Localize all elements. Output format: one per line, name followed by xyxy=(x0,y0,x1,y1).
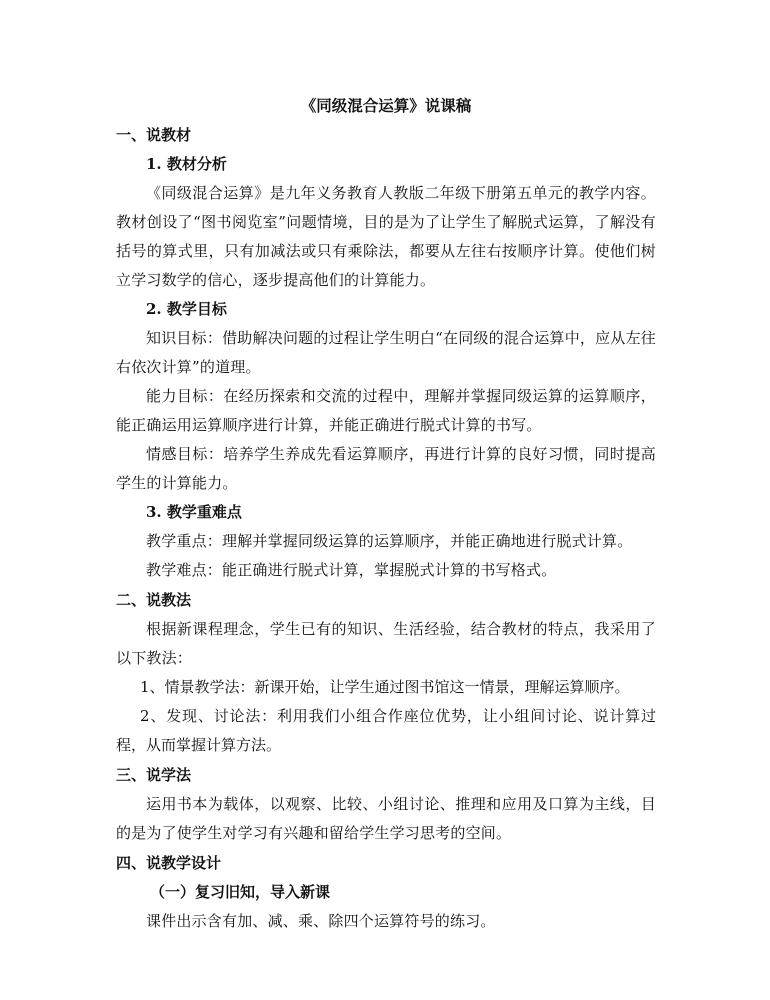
section-heading-teaching-design: 四、说教学设计 xyxy=(116,854,222,872)
list-item-discussion-method: 2、发现、讨论法：利用我们小组合作座位优势，让小组间讨论、说计算过程，从而掌握计算方法。 xyxy=(116,707,656,754)
paragraph-knowledge-goal: 知识目标：借助解决问题的过程让学生明白“在同级的混合运算中，应从左往右依次计算”的道理。 xyxy=(116,329,656,376)
paragraph-ability-goal: 能力目标：在经历探索和交流的过程中，理解并掌握同级运算的运算顺序，能正确运用运算顺序进行计算，并能正确进行脱式计算的书写。 xyxy=(116,387,656,434)
paragraph-difficult-point: 教学难点：能正确进行脱式计算，掌握脱式计算的书写格式。 xyxy=(146,561,557,579)
paragraph-key-point: 教学重点：理解并掌握同级运算的运算顺序，并能正确地进行脱式计算。 xyxy=(146,532,633,550)
section-heading-teaching-method: 二、说教法 xyxy=(116,591,192,609)
subheading-teaching-goals: 2. 教学目标 xyxy=(146,300,227,318)
paragraph-material-analysis: 《同级混合运算》是九年义务教育人教版二年级下册第五单元的教学内容。教材创设了“图书阅览室”问题情境，目的是为了让学生了解脱式运算，了解没有括号的算式里，只有加减法或只有乘除法，都要从左往右按顺序计算。使他们树立学习数学的信心，逐步提高他们的计算能力。 xyxy=(116,184,656,289)
subheading-review-intro: （一）复习旧知，导入新课 xyxy=(150,883,331,901)
paragraph-emotion-goal: 情感目标：培养学生养成先看运算顺序，再进行计算的良好习惯，同时提高学生的计算能力。 xyxy=(116,445,656,492)
paragraph-review-exercise: 课件出示含有加、减、乘、除四个运算符号的练习。 xyxy=(146,912,496,930)
paragraph-teaching-method-intro: 根据新课程理念，学生已有的知识、生活经验，结合教材的特点，我采用了以下教法： xyxy=(116,620,656,667)
section-heading-learning-method: 三、说学法 xyxy=(116,766,192,784)
document-title: 《同级混合运算》说课稿 xyxy=(300,96,472,115)
subheading-material-analysis: 1. 教材分析 xyxy=(146,155,227,173)
paragraph-learning-method: 运用书本为载体，以观察、比较、小组讨论、推理和应用及口算为主线，目的是为了使学生对学习有兴趣和留给学生学习思考的空间。 xyxy=(116,795,656,842)
document-body xyxy=(116,91,656,936)
subheading-key-points: 3. 教学重难点 xyxy=(146,503,242,521)
section-heading-teaching-material: 一、说教材 xyxy=(116,126,192,144)
list-item-situational-method: 1、情景教学法：新课开始，让学生通过图书馆这一情景，理解运算顺序。 xyxy=(140,678,630,696)
